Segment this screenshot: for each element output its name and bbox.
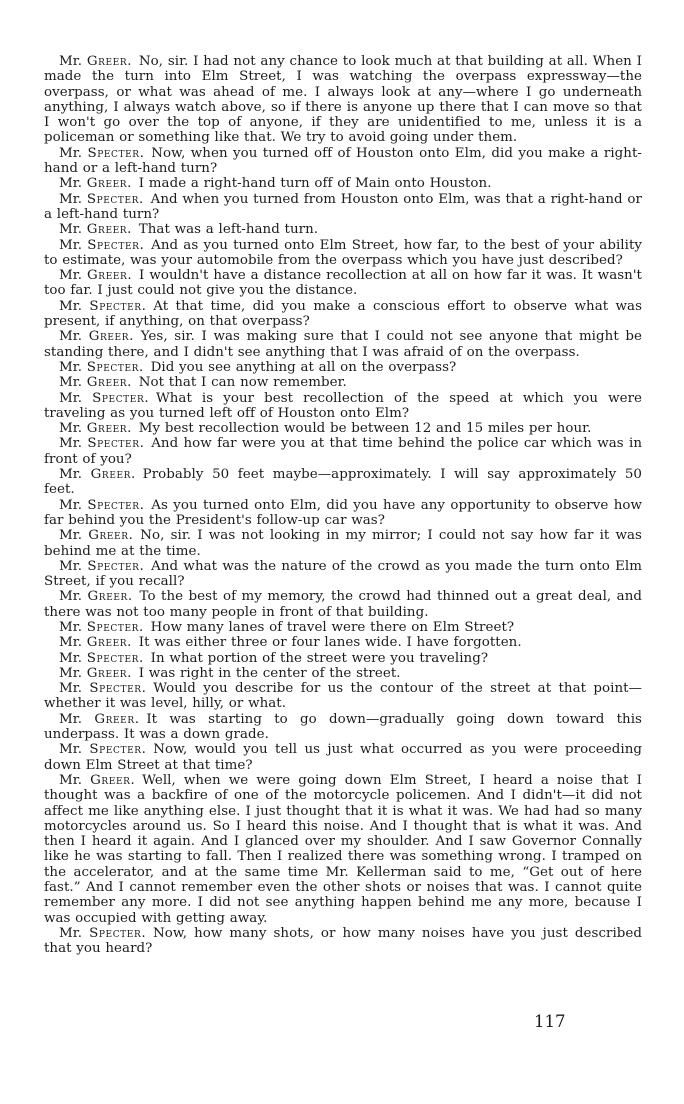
- testimony-paragraph: [44, 467, 642, 498]
- speaker-prefix: Mr.: [59, 176, 83, 192]
- speech-text: It was either three or four lanes wide. I have forgotten.: [138, 635, 522, 651]
- speaker-prefix: Mr.: [59, 742, 83, 758]
- speaker-surname: Greer.: [90, 772, 136, 788]
- speaker-name: [59, 436, 144, 451]
- testimony-paragraph: [44, 329, 642, 360]
- speaker-prefix: Mr.: [59, 375, 83, 391]
- speaker-name: [59, 222, 132, 237]
- testimony-paragraph: [44, 926, 642, 957]
- speaker-prefix: Mr.: [59, 390, 83, 406]
- speaker-prefix: Mr.: [59, 268, 83, 284]
- speech-text: Would you describe for us the contour of the street at that point—whether it was level, hilly, or what.: [44, 681, 642, 712]
- speaker-prefix: Mr.: [59, 421, 83, 437]
- speaker-name: [59, 54, 132, 69]
- speaker-surname: Greer.: [86, 176, 133, 192]
- speech-text: Not that I can now remember.: [138, 375, 347, 391]
- speaker-name: [59, 559, 144, 574]
- testimony-paragraph: [44, 620, 642, 635]
- speaker-surname: Greer.: [87, 589, 133, 605]
- speaker-name: [59, 773, 135, 788]
- speaker-prefix: Mr.: [59, 528, 83, 544]
- speaker-surname: Specter.: [92, 390, 150, 406]
- speaker-name: [59, 391, 149, 406]
- testimony-paragraph: [44, 559, 642, 590]
- speaker-surname: Specter.: [89, 925, 147, 941]
- speaker-prefix: Mr.: [59, 711, 83, 727]
- speaker-prefix: Mr.: [59, 925, 83, 941]
- testimony-paragraph: [44, 54, 642, 146]
- speech-text: And as you turned onto Elm Street, how far, to the best of your ability to estimate, was your automobile from the overpass which you have just described?: [44, 237, 642, 268]
- speech-text: Well, when we were going down Elm Street, I heard a noise that I thought was a backfire of one of the motorcycle policemen. And I didn't—it did not affect me like anything else. I just thought that it is what it was. We had had so many motorcycles around us. So I heard this noise. And I thought that is what it was. And then I heard it again. And I glanced over my shoulder. And I saw Governor Connally like he was starting to fall. Then I realized there was something wrong. I tramped on the accelerator, and at the same time Mr. Kellerman said to me, “Get out of here fast.” And I cannot remember even the other shots or noises that was. I cannot quite remember any more. I did not see anything happen behind me any more, because I was occupied with getting away.: [44, 772, 642, 926]
- speaker-prefix: Mr.: [59, 635, 83, 651]
- speech-text: In what portion of the street were you traveling?: [150, 650, 489, 666]
- speaker-surname: Greer.: [86, 665, 133, 681]
- speaker-surname: Specter.: [87, 436, 145, 452]
- testimony-paragraph: [44, 268, 642, 299]
- speaker-surname: Greer.: [94, 711, 140, 727]
- speaker-name: [59, 589, 133, 604]
- speaker-surname: Specter.: [86, 191, 144, 207]
- testimony-paragraph: [44, 498, 642, 529]
- speaker-surname: Greer.: [86, 54, 133, 69]
- testimony-paragraph: [44, 299, 642, 330]
- speaker-name: [59, 176, 132, 191]
- speaker-surname: Greer.: [86, 635, 133, 651]
- testimony-paragraph: [44, 192, 642, 223]
- testimony-paragraph: [44, 222, 642, 237]
- speech-text: Now, when you turned off of Houston onto Elm, did you make a right-hand or a left-hand turn?: [44, 145, 642, 177]
- speaker-name: [59, 146, 145, 161]
- testimony-body: [44, 54, 642, 957]
- speech-text: I made a right-hand turn off of Main onto Houston.: [138, 176, 492, 192]
- speech-text: Now, would you tell us just what occurred as you were proceeding down Elm Street at that time?: [44, 742, 642, 773]
- testimony-paragraph: [44, 742, 642, 773]
- testimony-paragraph: [44, 436, 642, 467]
- speaker-name: [59, 635, 132, 650]
- testimony-paragraph: [44, 375, 642, 390]
- speaker-name: [59, 528, 133, 543]
- speaker-surname: Specter.: [87, 145, 145, 161]
- testimony-paragraph: [44, 651, 642, 666]
- testimony-paragraph: [44, 712, 642, 743]
- speaker-prefix: Mr.: [59, 329, 83, 345]
- speaker-name: [59, 329, 134, 344]
- testimony-paragraph: [44, 176, 642, 191]
- speaker-name: [59, 742, 147, 757]
- speaker-surname: Greer.: [86, 222, 133, 238]
- speaker-prefix: Mr.: [59, 436, 83, 452]
- page-number: 117: [534, 1012, 566, 1031]
- speaker-name: [59, 681, 146, 696]
- testimony-paragraph: [44, 421, 642, 436]
- speech-text: And how far were you at that time behind the police car which was in front of you?: [44, 436, 642, 467]
- speaker-prefix: Mr.: [59, 54, 83, 69]
- testimony-paragraph: [44, 681, 642, 712]
- speaker-surname: Specter.: [86, 619, 144, 635]
- speaker-name: [59, 712, 140, 727]
- speaker-name: [59, 651, 144, 666]
- testimony-paragraph: [44, 635, 642, 650]
- speech-text: I was right in the center of the street.: [138, 665, 401, 681]
- speaker-surname: Greer.: [87, 268, 133, 284]
- speech-text: And when you turned from Houston onto Elm, was that a right-hand or a left-hand turn?: [44, 191, 642, 222]
- speaker-prefix: Mr.: [59, 650, 83, 666]
- speaker-prefix: Mr.: [59, 191, 83, 207]
- speaker-surname: Greer.: [90, 467, 136, 483]
- speaker-surname: Specter.: [89, 681, 147, 697]
- speaker-name: [59, 666, 132, 681]
- speech-text: What is your best recollection of the speed at which you were traveling as you turned left off of Houston onto Elm?: [44, 390, 642, 421]
- speech-text: Probably 50 feet maybe—approximately. I will say approximately 50 feet.: [44, 467, 642, 498]
- speaker-prefix: Mr.: [59, 467, 83, 483]
- testimony-paragraph: [44, 360, 642, 375]
- speaker-name: [59, 620, 144, 635]
- speaker-prefix: Mr.: [59, 681, 83, 697]
- speaker-name: [59, 421, 132, 436]
- speaker-prefix: Mr.: [59, 558, 83, 574]
- speaker-surname: Greer.: [88, 329, 134, 345]
- speech-text: Now, how many shots, or how many noises have you just described that you heard?: [44, 925, 642, 957]
- speaker-surname: Greer.: [86, 375, 133, 391]
- speaker-surname: Specter.: [87, 558, 145, 574]
- speaker-name: [59, 375, 132, 390]
- speech-text: My best recollection would be between 12 and 15 miles per hour.: [138, 421, 592, 437]
- speaker-prefix: Mr.: [59, 237, 83, 253]
- speaker-name: [59, 467, 136, 482]
- testimony-paragraph: [44, 528, 642, 559]
- speaker-prefix: Mr.: [59, 497, 83, 513]
- testimony-paragraph: [44, 773, 642, 926]
- speaker-surname: Specter.: [89, 742, 147, 758]
- speech-text: As you turned onto Elm, did you have any opportunity to observe how far behind you the President's follow-up car was?: [44, 497, 642, 528]
- speech-text: No, sir. I had not any chance to look much at that building at all. When I made the turn into Elm Street, I was watching the overpass expressway—the overpass, or what was ahead of me. I always look at any—where I go underneath anything, I always watch above, so if there is anyone up there that I can move so that I won't go over the top of anyone, if they are unidentified to me, unless it is a policeman or something like that. We try to avoid going under them.: [44, 54, 642, 146]
- speaker-prefix: Mr.: [59, 298, 83, 314]
- speaker-prefix: Mr.: [59, 145, 83, 161]
- speaker-surname: Specter.: [86, 359, 144, 375]
- speaker-name: [59, 498, 145, 513]
- speaker-name: [59, 238, 144, 253]
- speech-text: Yes, sir. I was making sure that I could not see anyone that might be standing there, and I didn't see anything that I was afraid of on the overpass.: [44, 329, 642, 360]
- speaker-surname: Specter.: [86, 650, 144, 666]
- speaker-prefix: Mr.: [59, 589, 83, 605]
- speech-text: At that time, did you make a conscious effort to observe what was present, if anything, on that overpass?: [44, 298, 642, 330]
- speaker-prefix: Mr.: [59, 772, 83, 788]
- speaker-surname: Greer.: [86, 421, 133, 437]
- testimony-paragraph: [44, 589, 642, 620]
- speech-text: I wouldn't have a distance recollection at all on how far it was. It wasn't too far. I just could not give you the distance.: [44, 268, 642, 299]
- speaker-surname: Greer.: [88, 528, 134, 544]
- speaker-name: [59, 299, 147, 314]
- speech-text: Did you see anything at all on the overpass?: [150, 359, 457, 375]
- speaker-name: [59, 268, 132, 283]
- speaker-prefix: Mr.: [59, 665, 83, 681]
- speech-text: That was a left-hand turn.: [138, 222, 319, 238]
- speaker-prefix: Mr.: [59, 359, 83, 375]
- testimony-paragraph: [44, 666, 642, 681]
- speaker-name: [59, 192, 144, 207]
- speaker-name: [59, 926, 146, 941]
- speaker-name: [59, 360, 144, 375]
- speech-text: How many lanes of travel were there on Elm Street?: [150, 619, 515, 635]
- speaker-surname: Specter.: [87, 237, 145, 253]
- speech-text: To the best of my memory, the crowd had thinned out a great deal, and there was not too many people in front of that building.: [44, 589, 642, 620]
- speaker-surname: Specter.: [89, 298, 147, 314]
- speech-text: And what was the nature of the crowd as you made the turn onto Elm Street, if you recall?: [44, 558, 642, 590]
- testimony-paragraph: [44, 238, 642, 269]
- speaker-prefix: Mr.: [59, 222, 83, 238]
- speaker-prefix: Mr.: [59, 619, 83, 635]
- testimony-paragraph: [44, 391, 642, 422]
- speaker-surname: Specter.: [87, 497, 145, 513]
- speech-text: It was starting to go down—gradually going down toward this underpass. It was a down grade.: [44, 711, 642, 743]
- speech-text: No, sir. I was not looking in my mirror; I could not say how far it was behind me at the time.: [44, 528, 642, 559]
- testimony-paragraph: [44, 146, 642, 177]
